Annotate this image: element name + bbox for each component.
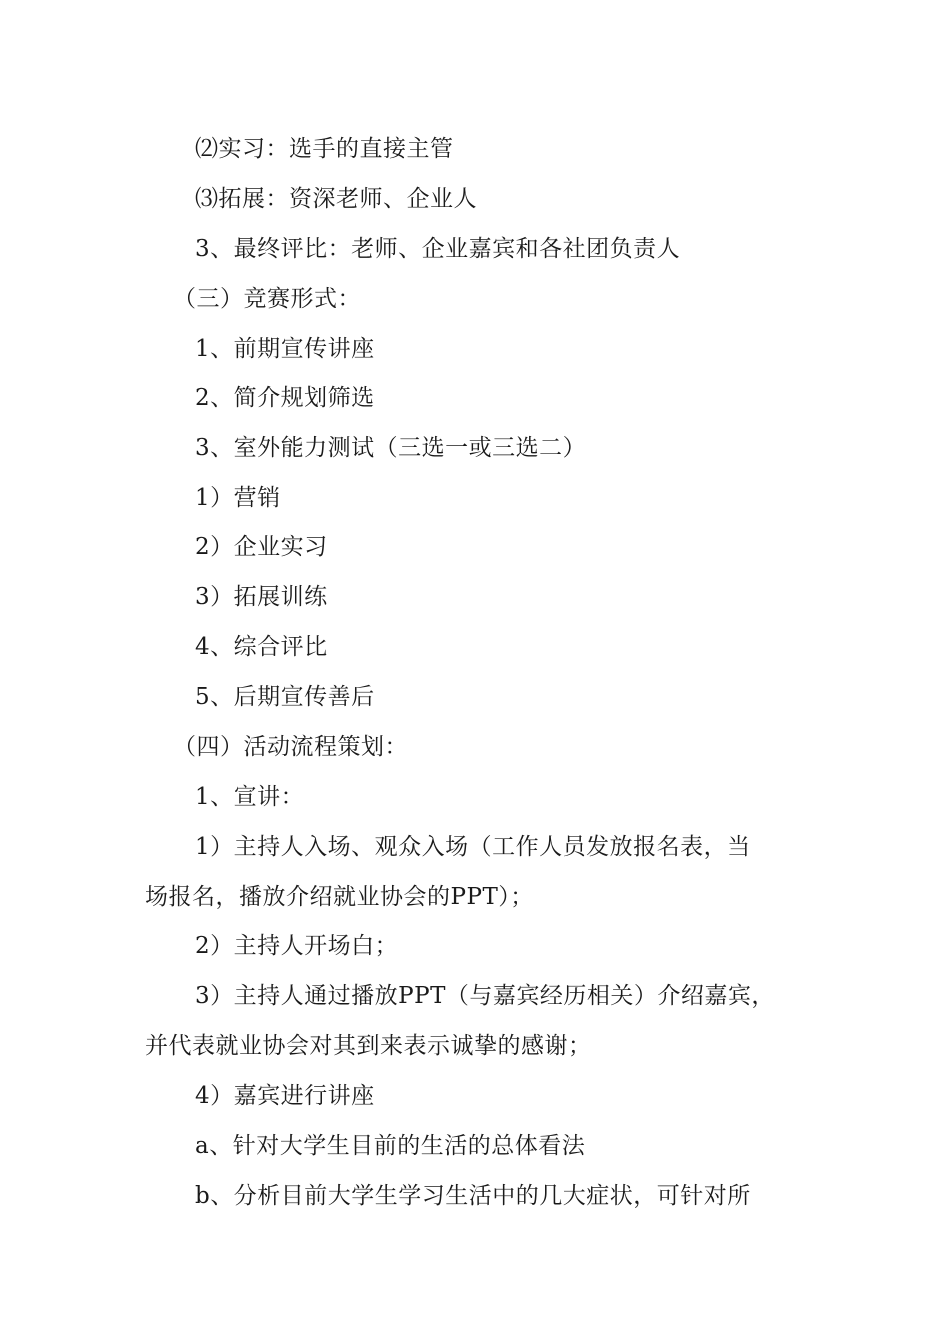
text-line: 1、前期宣传讲座 <box>195 336 375 362</box>
text-line: ⑵实习：选手的直接主管 <box>195 136 454 162</box>
text-line: 2）企业实习 <box>195 534 328 560</box>
text-line: 4、综合评比 <box>195 634 328 660</box>
text-line: 场报名，播放介绍就业协会的PPT）； <box>145 884 534 910</box>
text-line: 5、后期宣传善后 <box>195 684 375 710</box>
text-line: 2）主持人开场白； <box>195 933 399 959</box>
text-line: 并代表就业协会对其到来表示诚挚的感谢； <box>145 1033 592 1059</box>
text-line: 3）主持人通过播放PPT（与嘉宾经历相关）介绍嘉宾， <box>195 983 775 1009</box>
text-line: a、针对大学生目前的生活的总体看法 <box>195 1133 586 1159</box>
text-line: 3）拓展训练 <box>195 584 328 610</box>
section-heading: （三）竞赛形式： <box>173 286 361 312</box>
section-heading: （四）活动流程策划： <box>173 734 408 760</box>
text-line: b、分析目前大学生学习生活中的几大症状，可针对所 <box>195 1183 751 1209</box>
text-line: 3、室外能力测试（三选一或三选二） <box>195 435 587 461</box>
text-line: 1、宣讲： <box>195 784 305 810</box>
text-line: ⑶拓展：资深老师、企业人 <box>195 186 477 212</box>
text-line: 2、简介规划筛选 <box>195 385 375 411</box>
text-line: 1）营销 <box>195 485 281 511</box>
text-line: 3、最终评比：老师、企业嘉宾和各社团负责人 <box>195 236 681 262</box>
text-line: 1）主持人入场、观众入场（工作人员发放报名表，当 <box>195 834 751 860</box>
text-line: 4）嘉宾进行讲座 <box>195 1083 375 1109</box>
